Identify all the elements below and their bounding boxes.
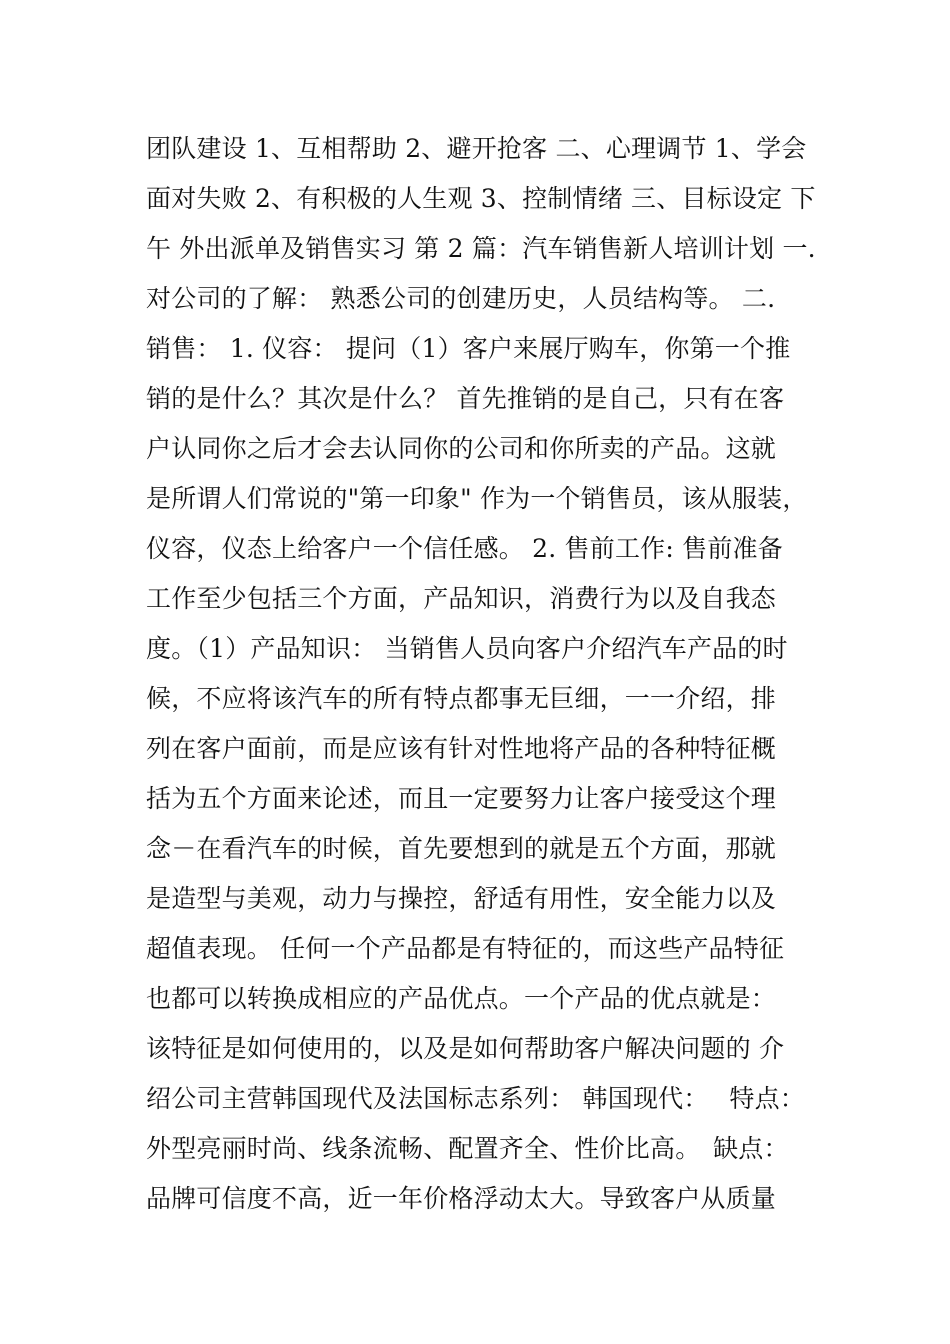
text-line: 也都可以转换成相应的产品优点。一个产品的优点就是： [146, 984, 777, 1013]
text-line: 是造型与美观，动力与操控，舒适有用性，安全能力以及 [146, 884, 777, 913]
text-line: 品牌可信度不高，近一年价格浮动太大。导致客户从质量 [146, 1184, 777, 1213]
text-line: 团队建设 1、互相帮助 2、避开抢客 二、心理调节 1、学会 [146, 134, 807, 163]
text-line: 外型亮丽时尚、线条流畅、配置齐全、性价比高。 缺点： [146, 1134, 789, 1163]
text-line: 对公司的了解： 熟悉公司的创建历史，人员结构等。 二. [146, 284, 776, 313]
text-line: 候，不应将该汽车的所有特点都事无巨细，一一介绍，排 [146, 684, 777, 713]
text-line: 列在客户面前，而是应该有针对性地将产品的各种特征概 [146, 734, 777, 763]
text-line: 销售： 1. 仪容： 提问（1）客户来展厅购车，你第一个推 [146, 334, 791, 363]
text-line: 户认同你之后才会去认同你的公司和你所卖的产品。这就 [146, 434, 777, 463]
text-line: 度。（1）产品知识： 当销售人员向客户介绍汽车产品的时 [146, 634, 788, 663]
text-line: 午 外出派单及销售实习 第 2 篇：汽车销售新人培训计划 一. [146, 234, 816, 263]
text-line: 括为五个方面来论述，而且一定要努力让客户接受这个理 [146, 784, 777, 813]
text-line: 念－在看汽车的时候，首先要想到的就是五个方面，那就 [146, 834, 777, 863]
text-line: 销的是什么？其次是什么？ 首先推销的是自己，只有在客 [146, 384, 785, 413]
text-line: 是所谓人们常说的"第一印象" 作为一个销售员，该从服装， [146, 484, 808, 513]
text-line: 面对失败 2、有积极的人生观 3、控制情绪 三、目标设定 下 [146, 184, 816, 213]
text-line: 绍公司主营韩国现代及法国标志系列： 韩国现代： 特点： [146, 1084, 805, 1113]
text-line: 超值表现。 任何一个产品都是有特征的，而这些产品特征 [146, 934, 785, 963]
text-line: 该特征是如何使用的，以及是如何帮助客户解决问题的 介 [146, 1034, 785, 1063]
text-line: 仪容，仪态上给客户一个信任感。 2. 售前工作: 售前准备 [146, 534, 783, 563]
body-text [146, 124, 826, 1224]
text-line: 工作至少包括三个方面，产品知识，消费行为以及自我态 [146, 584, 777, 613]
